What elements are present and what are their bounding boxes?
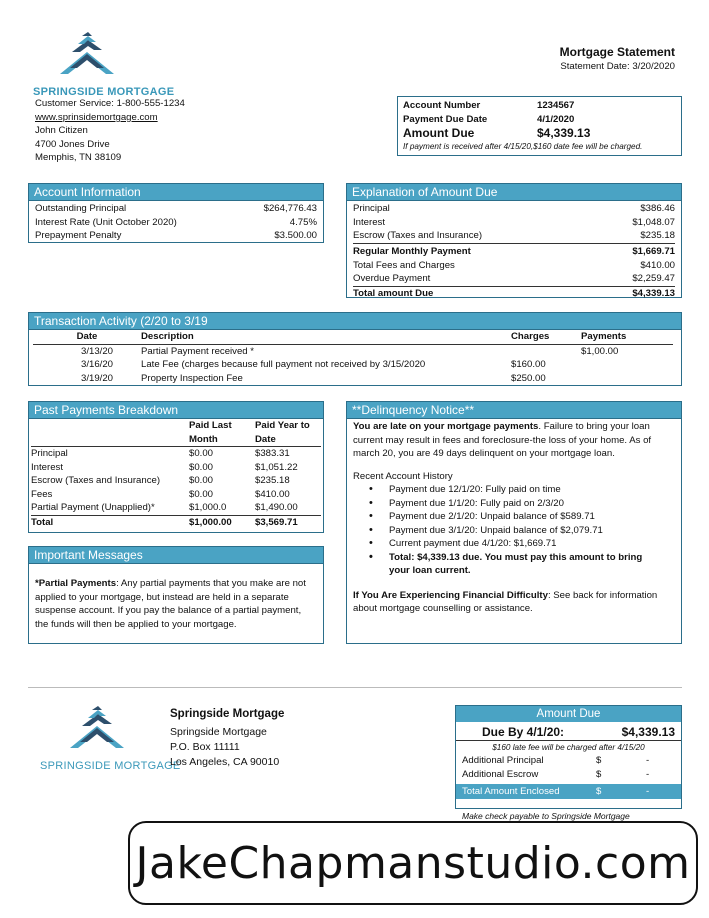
watermark-banner: JakeChapmanstudio.com [128,821,698,905]
outstanding-principal-row [35,202,317,216]
row-value: $264,776.43 [263,203,317,214]
cell-date: 3/19/20 [80,372,113,384]
cell-payments [581,372,673,386]
total-row [31,515,321,529]
delinquency-notice-title: **Delinquency Notice** [347,402,681,419]
cell-ytd: $3,569.71 [255,516,298,528]
cell-label: Principal [31,448,68,459]
cell-last: $1,000.00 [189,516,232,528]
total-enclosed-label: Total Amount Enclosed [462,786,560,797]
table-row [31,488,321,502]
cell-last: $1,000.0 [189,501,255,515]
cell-label: Partial Payment (Unapplied)* [31,501,189,515]
col-paid-last-month: Paid Last Month [189,419,255,447]
row-value: $3.500.00 [274,230,317,241]
additional-escrow-row [456,768,681,782]
customer-name: John Citizen [35,125,88,136]
prepayment-penalty-row [35,229,317,243]
row-label: Interest Rate (Unit October 2020) [35,216,177,228]
brand-name: SPRINGSIDE MORTGAGE [33,86,175,98]
table-row [31,474,321,488]
statement-date: Statement Date: 3/20/2020 [560,61,675,72]
payment-due-value: 4/1/2020 [537,113,575,125]
partial-payments-text: : Any partial payments that you make are not applied to your mortgage, but instead are held in a separate suspense account. If you pay the balance of a partial payment, the funds will then be applied to your mortgage. [35,578,306,630]
amount-due-coupon [455,705,682,809]
cell-label: Fees [31,488,53,500]
table-row [33,372,673,386]
payment-due-label: Payment Due Date [403,113,488,125]
additional-principal-label: Additional Principal [462,755,544,766]
coupon-po-box: P.O. Box 11111 [170,741,240,753]
list-item: • Payment due 2/1/20: Unpaid balance of $589.71 [347,510,681,524]
total-enclosed-field[interactable]: - [646,786,650,797]
cell-payments: $1,00.00 [581,345,619,357]
table-row [31,461,321,475]
coupon-company-bold: Springside Mortgage [170,708,285,720]
row-value: $2,259.47 [632,273,675,284]
list-item [353,202,675,216]
cell-description: Partial Payment received * [141,345,255,357]
col-paid-ytd: Paid Year to Date [255,419,321,447]
transaction-activity-panel [28,312,682,386]
cell-label: Escrow (Taxes and Insurance) [31,475,161,486]
account-information-panel [28,183,324,243]
row-label: Regular Monthly Payment [353,245,471,257]
cell-ytd: $1,490.00 [255,501,321,515]
hardship-text: : See back for information about mortgage counselling or assistance. [353,589,658,614]
currency-symbol: $ [596,755,602,766]
history-title: Recent Account History [353,470,453,482]
amount-due-row [403,126,676,141]
account-information-title: Account Information [29,184,323,201]
table-header [31,419,321,447]
statement-title: Mortgage Statement [559,45,675,59]
coupon-logo [62,704,132,756]
coupon-company-name: Springside Mortgage [170,726,267,738]
delinquency-intro [347,419,681,461]
col-payments: Payments [581,330,673,344]
list-item-total: • Total: $4,339.13 due. You must pay this amount to bring your loan current. [347,551,681,578]
additional-principal-field[interactable]: - [646,755,650,766]
website-link[interactable]: www.sprinsidemortgage.com [35,112,158,123]
amount-due-value: $4,339.13 [537,126,591,140]
col-charges: Charges [511,330,581,344]
cell-ytd: $1,051.22 [255,461,298,473]
company-logo [52,30,122,82]
history-list [347,483,681,578]
currency-symbol: $ [596,786,602,797]
row-label: Principal [353,203,390,214]
cell-date: 3/16/20 [80,359,113,370]
list-item [353,259,675,273]
cell-ytd: $383.31 [255,448,290,459]
additional-escrow-label: Additional Escrow [462,769,539,780]
amount-due-label: Amount Due [403,126,475,140]
col-date: Date [33,330,141,344]
delinquency-notice-panel [346,401,682,644]
account-number-label: Account Number [403,100,481,111]
cell-ytd: $235.18 [255,475,290,486]
row-label: Overdue Payment [353,273,431,284]
table-row [31,447,321,461]
important-messages-panel [28,546,324,644]
list-item [353,287,675,301]
list-item: • Current payment due 4/1/20: $1,669.71 [347,537,681,551]
cell-ytd: $410.00 [255,488,290,500]
row-value: $1,669.71 [632,245,675,257]
payable-note: Make check payable to Springside Mortgage [462,811,630,821]
row-label: Total Fees and Charges [353,259,455,271]
amount-due-coupon-title: Amount Due [456,706,681,722]
list-item [353,244,675,259]
row-value: $235.18 [640,230,675,241]
cell-last: $0.00 [189,448,214,459]
row-value: 4.75% [289,216,317,228]
hardship-note [347,578,681,616]
cell-payments [581,358,673,372]
list-item: • Payment due 3/1/20: Unpaid balance of $2,079.71 [347,524,681,538]
cell-date: 3/13/20 [80,345,113,357]
additional-escrow-field[interactable]: - [646,769,650,780]
transaction-activity-title: Transaction Activity (2/20 to 3/19 [29,313,681,330]
additional-principal-row [456,754,681,768]
due-by-label: Due By 4/1/20: [482,725,565,739]
currency-symbol: $ [596,769,602,780]
past-payments-panel [28,401,324,533]
cell-charges: $160.00 [511,359,546,370]
row-label: Prepayment Penalty [35,230,122,241]
row-label: Outstanding Principal [35,203,127,214]
account-number-row [403,99,676,113]
row-value: $386.46 [640,203,675,214]
past-payments-title: Past Payments Breakdown [29,402,323,419]
coupon-city: Los Angeles, CA 90010 [170,756,280,768]
cell-description: Property Inspection Fee [141,372,243,384]
cell-last: $0.00 [189,488,214,500]
cell-charges [511,344,581,358]
row-label: Interest [353,216,385,228]
important-messages-body [29,564,323,631]
total-enclosed-row [456,784,681,799]
hardship-lead: If You Are Experiencing Financial Difficulty [353,589,548,601]
coupon-late-note: $160 late fee will be charged after 4/15/20 [492,743,645,752]
row-value: $410.00 [640,259,675,271]
payment-due-row [403,113,676,127]
address-line1: 4700 Jones Drive [35,139,110,150]
account-summary-box [397,96,682,156]
cell-label: Interest [31,461,63,473]
row-value: $4,339.13 [632,287,675,299]
address-line2: Memphis, TN 38109 [35,152,122,163]
row-value: $1,048.07 [632,216,675,228]
due-by-row [456,722,681,741]
cell-label: Total [31,516,54,528]
important-messages-title: Important Messages [29,547,323,564]
customer-service: Customer Service: 1-800-555-1234 [35,98,185,109]
delinquency-text: . Failure to bring your loan current may result in fees and foreclosure-the loss of your home. As of march 20, you are 49 days delinquent on your mortgage loan. [353,421,652,459]
table-row [33,358,673,372]
list-item [353,272,675,287]
interest-rate-row [35,216,317,230]
coupon-brand-name: SPRINGSIDE MORTGAGE [40,760,181,772]
explanation-title: Explanation of Amount Due [347,184,681,201]
cell-last: $0.00 [189,461,214,473]
row-label: Escrow (Taxes and Insurance) [353,230,483,241]
row-label: Total amount Due [353,287,434,299]
list-item [353,216,675,230]
cell-last: $0.00 [189,475,214,486]
table-header [33,330,673,344]
due-by-value: $4,339.13 [621,725,675,739]
col-description: Description [141,330,511,344]
cell-description: Late Fee (charges because full payment not received by 3/15/2020 [141,359,426,370]
cell-charges: $250.00 [511,372,546,384]
delinquency-lead: You are late on your mortgage payments [353,421,539,432]
partial-payments-lead: *Partial Payments [35,578,117,589]
account-number-value: 1234567 [537,100,575,111]
table-row [31,501,321,515]
list-item [353,229,675,244]
tear-line-divider [28,687,682,688]
list-item: • Payment due 1/1/20: Fully paid on 2/3/20 [347,497,681,511]
explanation-panel [346,183,682,298]
list-item: • Payment due 12/1/20: Fully paid on time [347,483,681,497]
table-row [33,344,673,358]
late-fee-note: If payment is received after 4/15/20,$160 date fee will be charged. [403,142,643,151]
